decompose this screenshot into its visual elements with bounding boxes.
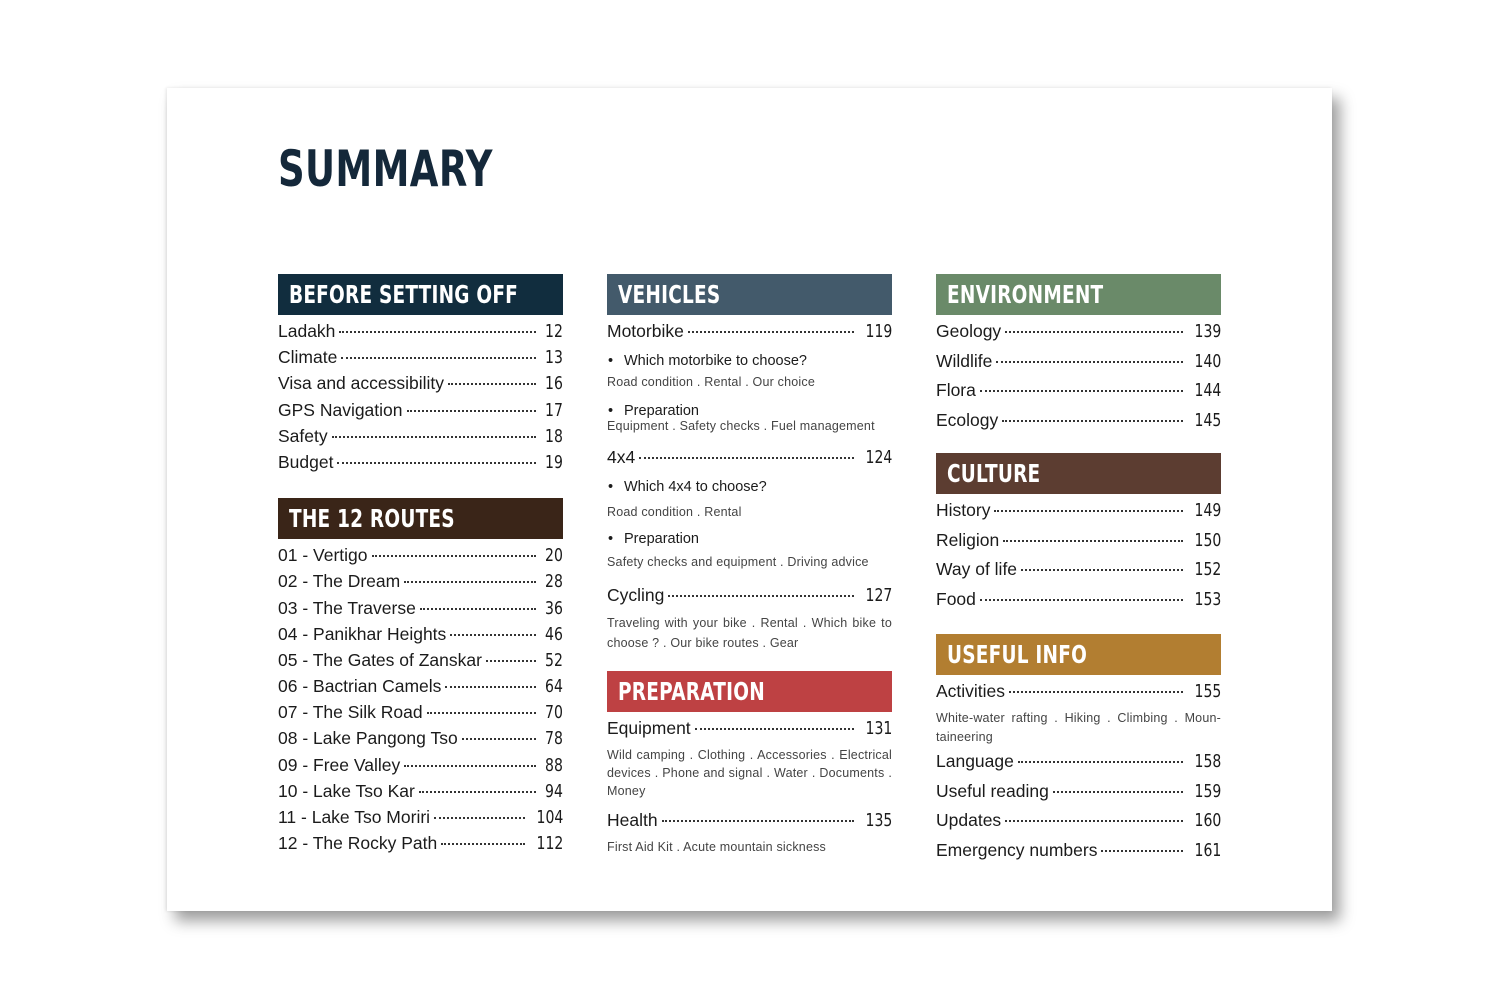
leader-dots bbox=[404, 765, 536, 767]
entry-label: Food bbox=[936, 588, 976, 609]
toc-entry[interactable] bbox=[278, 400, 563, 426]
entry-label: Visa and accessibility bbox=[278, 373, 445, 394]
leader-dots bbox=[404, 581, 536, 583]
entry-label: Religion bbox=[936, 529, 1000, 550]
leader-dots bbox=[462, 738, 536, 740]
page-number: 12 bbox=[545, 321, 563, 342]
page-number: 161 bbox=[1194, 839, 1221, 861]
page-number: 70 bbox=[545, 702, 563, 724]
toc-entry[interactable] bbox=[936, 589, 1221, 619]
entry-label: Geology bbox=[936, 321, 1002, 341]
leader-dots bbox=[639, 457, 853, 459]
toc-entry[interactable] bbox=[278, 702, 563, 728]
toc-entry[interactable] bbox=[278, 650, 563, 676]
page-number: 158 bbox=[1194, 751, 1221, 772]
page-number: 127 bbox=[865, 585, 892, 606]
leader-dots bbox=[994, 510, 1182, 512]
entry-label: 12 - The Rocky Path bbox=[278, 833, 438, 854]
toc-entry[interactable] bbox=[278, 624, 563, 650]
entry-label: 05 - The Gates of Zanskar bbox=[278, 649, 482, 670]
entry-label: Emergency numbers bbox=[936, 839, 1098, 860]
subtopic bbox=[608, 349, 892, 373]
toc-entry[interactable] bbox=[278, 321, 563, 347]
toc-entry[interactable] bbox=[278, 676, 563, 702]
entry-description: devices . Phone and signal . Water . Documents . bbox=[607, 766, 892, 780]
subtopic-description: Safety checks and equipment . Driving advice bbox=[607, 555, 869, 569]
page-number: 88 bbox=[545, 754, 563, 776]
page-number: 144 bbox=[1194, 380, 1221, 401]
subtopic-label: Preparation bbox=[624, 403, 699, 419]
column-right bbox=[936, 274, 1221, 869]
leader-dots bbox=[980, 599, 1183, 601]
toc-entry[interactable] bbox=[607, 447, 892, 475]
heading-label: BEFORE SETTING OFF bbox=[289, 280, 519, 309]
page-number: 28 bbox=[545, 571, 563, 593]
leader-dots bbox=[695, 728, 854, 730]
page-number: 46 bbox=[545, 623, 563, 645]
leader-dots bbox=[668, 595, 853, 597]
entry-label: Language bbox=[936, 751, 1014, 771]
entry-label: 03 - The Traverse bbox=[278, 597, 416, 618]
leader-dots bbox=[441, 843, 524, 845]
leader-dots bbox=[337, 462, 536, 464]
leader-dots bbox=[1003, 540, 1182, 542]
column-middle bbox=[607, 274, 892, 856]
entry-label: Flora bbox=[936, 380, 976, 400]
subtopic-description: Road condition . Rental bbox=[607, 505, 742, 519]
entry-description: Money bbox=[607, 784, 646, 798]
page-number: 52 bbox=[545, 649, 563, 671]
entry-label: Equipment bbox=[607, 718, 691, 738]
entry-label: Cycling bbox=[607, 585, 665, 605]
toc-entry[interactable] bbox=[278, 598, 563, 624]
leader-dots bbox=[688, 331, 854, 333]
subtopic-description: Equipment . Safety checks . Fuel management bbox=[607, 419, 875, 433]
entry-label: 10 - Lake Tso Kar bbox=[278, 780, 415, 801]
leader-dots bbox=[1009, 691, 1183, 693]
toc-entry[interactable] bbox=[936, 500, 1221, 530]
heading-label: CULTURE bbox=[947, 459, 1041, 488]
page-number: 18 bbox=[545, 425, 563, 447]
page-number: 17 bbox=[545, 399, 563, 421]
entry-label: Useful reading bbox=[936, 780, 1049, 801]
toc-entry[interactable] bbox=[936, 781, 1221, 811]
leader-dots bbox=[450, 634, 536, 636]
leader-dots bbox=[434, 817, 525, 819]
page-number: 159 bbox=[1194, 780, 1221, 802]
page-number: 124 bbox=[865, 447, 892, 468]
heading-label: USEFUL INFO bbox=[947, 640, 1088, 669]
bullet-icon: • bbox=[608, 479, 614, 495]
entry-description: taineering bbox=[936, 730, 993, 744]
section-heading-useful-info bbox=[936, 634, 1221, 675]
entry-label: Activities bbox=[936, 681, 1006, 701]
section-heading-vehicles bbox=[607, 274, 892, 315]
subtopic bbox=[608, 527, 892, 551]
entry-description: First Aid Kit . Acute mountain sickness bbox=[607, 840, 826, 854]
page-number: 155 bbox=[1194, 681, 1221, 702]
entry-label: 11 - Lake Tso Moriri bbox=[278, 807, 431, 827]
page-number: 160 bbox=[1194, 810, 1221, 831]
section-heading-preparation bbox=[607, 671, 892, 712]
toc-entry[interactable] bbox=[278, 347, 563, 373]
leader-dots bbox=[1053, 791, 1183, 793]
leader-dots bbox=[1005, 331, 1182, 333]
leader-dots bbox=[339, 331, 536, 333]
leader-dots bbox=[332, 436, 536, 438]
page-number: 19 bbox=[545, 451, 563, 473]
page-number: 135 bbox=[865, 810, 892, 831]
page-number: 16 bbox=[545, 373, 563, 395]
toc-entry[interactable] bbox=[936, 321, 1221, 351]
subtopic-description: Road condition . Rental . Our choice bbox=[607, 375, 816, 389]
page-number: 145 bbox=[1194, 409, 1221, 431]
page-number: 152 bbox=[1194, 559, 1221, 580]
entry-label: 01 - Vertigo bbox=[278, 545, 368, 566]
leader-dots bbox=[341, 357, 536, 359]
leader-dots bbox=[662, 820, 854, 822]
toc-entry[interactable] bbox=[936, 380, 1221, 410]
leader-dots bbox=[427, 712, 536, 714]
heading-label: VEHICLES bbox=[618, 280, 721, 309]
bullet-icon: • bbox=[608, 353, 614, 369]
page-number: 112 bbox=[536, 833, 563, 855]
page-number: 104 bbox=[536, 807, 563, 828]
entry-label: Way of life bbox=[936, 559, 1018, 579]
entry-label: 08 - Lake Pangong Tso bbox=[278, 728, 458, 749]
page-number: 36 bbox=[545, 597, 563, 619]
toc-entry[interactable] bbox=[936, 530, 1221, 560]
toc-entry[interactable] bbox=[278, 373, 563, 399]
toc-entry[interactable] bbox=[278, 452, 563, 478]
leader-dots bbox=[1101, 850, 1182, 852]
page-number: 140 bbox=[1194, 350, 1221, 372]
toc-entry[interactable] bbox=[278, 728, 563, 754]
leader-dots bbox=[1018, 761, 1183, 763]
entry-description: Traveling with your bike . Rental . Which bike to bbox=[607, 616, 892, 630]
page-number: 13 bbox=[545, 347, 563, 369]
toc-entry[interactable] bbox=[278, 781, 563, 807]
leader-dots bbox=[1002, 420, 1182, 422]
leader-dots bbox=[486, 660, 536, 662]
toc-entry[interactable] bbox=[607, 810, 892, 838]
entry-label: Updates bbox=[936, 810, 1002, 830]
toc-entry[interactable] bbox=[936, 351, 1221, 381]
bullet-icon: • bbox=[608, 531, 614, 547]
toc-entry[interactable] bbox=[607, 585, 892, 613]
page-number: 131 bbox=[865, 718, 892, 739]
leader-dots bbox=[372, 555, 537, 557]
entry-label: Budget bbox=[278, 451, 334, 472]
entry-label: Safety bbox=[278, 425, 328, 446]
entry-label: Ecology bbox=[936, 409, 999, 430]
page-title: SUMMARY bbox=[278, 140, 493, 198]
heading-label: THE 12 ROUTES bbox=[289, 504, 455, 534]
leader-dots bbox=[445, 686, 536, 688]
entry-label: 09 - Free Valley bbox=[278, 754, 401, 775]
page-number: 150 bbox=[1194, 529, 1221, 551]
leader-dots bbox=[1021, 569, 1183, 571]
entry-label: Wildlife bbox=[936, 350, 993, 371]
page-number: 119 bbox=[865, 321, 892, 342]
leader-dots bbox=[420, 608, 536, 610]
column-left bbox=[278, 274, 563, 859]
toc-entry[interactable] bbox=[936, 810, 1221, 840]
entry-label: Health bbox=[607, 810, 658, 830]
page-number: 20 bbox=[545, 545, 563, 567]
page-number: 64 bbox=[545, 676, 563, 698]
entry-description: choose ? . Our bike routes . Gear bbox=[607, 636, 799, 650]
section-heading-environment bbox=[936, 274, 1221, 315]
leader-dots bbox=[419, 791, 536, 793]
entry-label: Motorbike bbox=[607, 321, 684, 341]
toc-entry[interactable] bbox=[936, 681, 1221, 709]
subtopic bbox=[608, 475, 892, 499]
entry-description: White-water rafting . Hiking . Climbing . Moun- bbox=[936, 711, 1221, 725]
section-heading-before-setting-off bbox=[278, 274, 563, 315]
page-number: 78 bbox=[545, 728, 563, 750]
entry-label: GPS Navigation bbox=[278, 399, 403, 420]
entry-label: 07 - The Silk Road bbox=[278, 702, 423, 723]
subtopic-label: Which 4x4 to choose? bbox=[624, 479, 767, 495]
toc-entry[interactable] bbox=[936, 559, 1221, 589]
bullet-icon: • bbox=[608, 403, 614, 419]
entry-label: 06 - Bactrian Camels bbox=[278, 676, 442, 697]
heading-label: ENVIRONMENT bbox=[947, 280, 1104, 309]
entry-label: Ladakh bbox=[278, 321, 336, 341]
leader-dots bbox=[1005, 820, 1182, 822]
toc-entry[interactable] bbox=[936, 840, 1221, 870]
toc-entry[interactable] bbox=[278, 807, 563, 833]
entry-label: 04 - Panikhar Heights bbox=[278, 623, 447, 644]
leader-dots bbox=[448, 383, 536, 385]
toc-entry[interactable] bbox=[936, 751, 1221, 781]
leader-dots bbox=[407, 410, 537, 412]
entry-label: History bbox=[936, 500, 991, 520]
heading-label: PREPARATION bbox=[618, 677, 765, 706]
leader-dots bbox=[996, 361, 1182, 363]
entry-label: Climate bbox=[278, 347, 338, 368]
entry-description: Wild camping . Clothing . Accessories . Electrical bbox=[607, 748, 892, 762]
toc-entry[interactable] bbox=[607, 321, 892, 349]
subtopic-label: Which motorbike to choose? bbox=[624, 353, 807, 369]
page-number: 149 bbox=[1194, 500, 1221, 521]
toc-entry[interactable] bbox=[278, 833, 563, 859]
page-number: 94 bbox=[545, 780, 563, 802]
toc-entry[interactable] bbox=[278, 571, 563, 597]
toc-entry[interactable] bbox=[278, 755, 563, 781]
entry-label: 02 - The Dream bbox=[278, 571, 401, 592]
toc-entry[interactable] bbox=[278, 545, 563, 571]
section-heading-culture bbox=[936, 453, 1221, 494]
toc-entry[interactable] bbox=[936, 410, 1221, 440]
toc-entry[interactable] bbox=[278, 426, 563, 452]
toc-entry[interactable] bbox=[607, 718, 892, 746]
subtopic-label: Preparation bbox=[624, 531, 699, 547]
page-number: 139 bbox=[1194, 321, 1221, 342]
entry-label: 4x4 bbox=[607, 447, 636, 467]
page-number: 153 bbox=[1194, 588, 1221, 610]
section-heading-the-12-routes bbox=[278, 498, 563, 539]
leader-dots bbox=[980, 390, 1183, 392]
